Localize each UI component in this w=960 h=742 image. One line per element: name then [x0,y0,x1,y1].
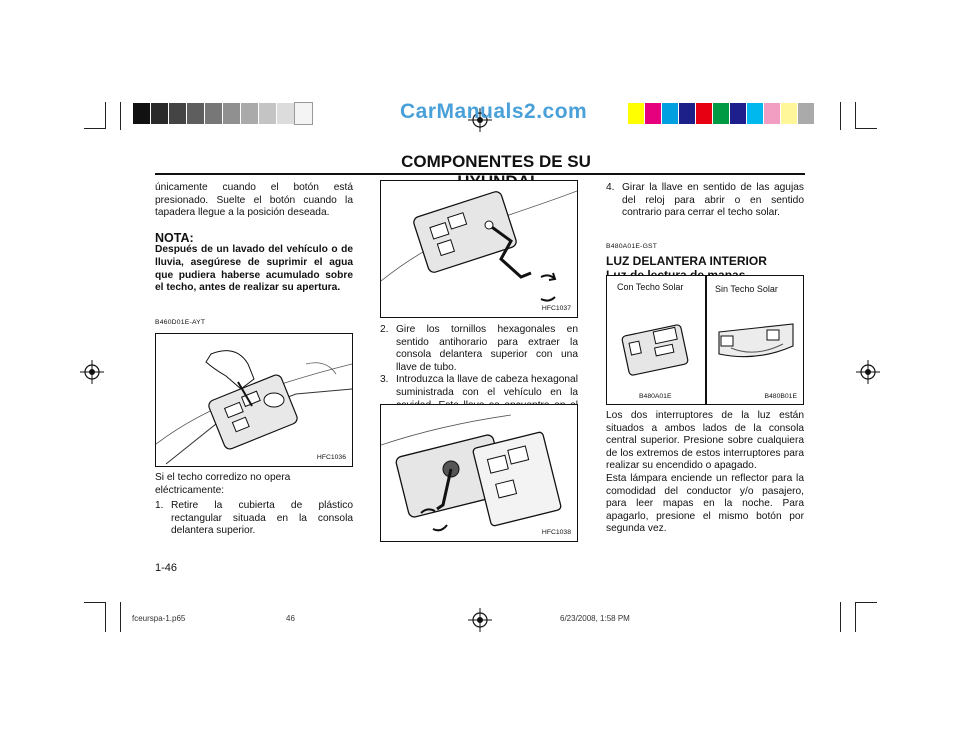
step-text: Retire la cubierta de plástico rectangular situada en la consola delantera superior. [171,500,353,537]
right-column [606,182,804,282]
step-text: Gire los tornillos hexagonales en sentido antihorario para extraer la consola delantera superior con una llave de tubo. [396,324,578,373]
footer-page: 46 [286,614,295,623]
color-swatch [696,103,712,124]
intro-text: únicamente cuando el botón está presionado. Suelte el botón cuando la tapadera llegue a la posición deseada. [155,182,353,219]
watermark: CarManuals2.com [400,100,588,123]
left-column-lower [155,472,353,538]
sunroof-console-illustration [156,334,352,466]
color-swatch [764,103,780,124]
map-lamp-illustration [607,276,803,404]
footer-filename: fceurspa-1.p65 [132,614,186,623]
figure-map-lamp [606,275,804,405]
gray-swatch [133,103,150,124]
section-code: B460D01E-AYT [155,318,206,326]
section-code: B480A01E-GST [606,242,658,250]
figure-label: HFC1036 [316,454,346,461]
gray-swatch [259,103,276,124]
step-text: Girar la llave en sentido de las agujas del reloj para abrir o en sentido contrario para cerrar el techo solar. [622,182,804,219]
gray-swatch [223,103,240,124]
with-sunroof-title: Con Techo Solar [617,282,684,292]
console-removal-illustration [381,181,577,317]
right-column-lower [606,410,804,536]
gray-swatch [277,103,294,124]
color-swatch [730,103,746,124]
figure-hfc1038 [380,404,578,542]
body-paragraph-1: Los dos interruptores de la luz están situados a ambos lados de la consola central superior. Presione sobre cualquiera de los extremos de estos interruptores para realizar su encendido o apagado. [606,410,804,472]
color-swatch [679,103,695,124]
color-swatch [662,103,678,124]
figure-label-left: B480A01E [639,393,672,400]
hex-key-illustration [381,405,577,541]
step-text: Introduzca la llave de cabeza hexagonal suministrada con el vehículo en la [396,374,578,398]
page-number: 1-46 [155,562,178,574]
nota-heading: NOTA: [155,230,194,245]
figure-hfc1037 [380,180,578,318]
color-swatch [747,103,763,124]
nota-body: Después de un lavado del vehículo o de lluvia, asegúrese de suprimir el agua que pudiera haberse acumulado sobre el techo, antes de realizar su apertura. [155,244,353,294]
figure-label: HFC1038 [541,529,571,536]
figure-label-right: B480B01E [764,393,797,400]
step-4 [606,182,804,220]
gray-swatch [169,103,186,124]
color-swatch [713,103,729,124]
gray-swatch [295,103,312,124]
gray-swatch [151,103,168,124]
registration-target-bottom [468,608,492,632]
body-paragraph-2: Esta lámpara enciende un reflector para la comodidad del conductor y/o pasajero, para leer mapas en la noche. Para apagarlo, presione el mismo botón por segunda vez. [606,472,804,535]
header-rule [155,173,805,175]
color-swatch [628,103,644,124]
step-2 [380,324,578,374]
color-swatch [781,103,797,124]
step-1 [155,500,353,538]
page-title: COMPONENTES DE SU [401,152,591,171]
figure-label: HFC1037 [541,305,571,312]
section-heading: LUZ DELANTERA INTERIOR [606,254,767,269]
step-number: 1. [155,500,164,512]
step-number: 2. [380,324,389,335]
registration-target-left [80,360,104,384]
condition-text: Si el techo corredizo no opera eléctricamente: [155,472,291,496]
color-swatch [645,103,661,124]
figure-hfc1036 [155,333,353,467]
step-number: 3. [380,374,389,386]
gray-swatch [241,103,258,124]
gray-swatch [205,103,222,124]
footer-datetime: 6/23/2008, 1:58 PM [560,614,630,623]
gray-swatch [187,103,204,124]
registration-target-right [856,360,880,384]
step-number: 4. [606,182,615,193]
without-sunroof-title: Sin Techo Solar [715,284,778,294]
color-swatch [798,103,814,124]
